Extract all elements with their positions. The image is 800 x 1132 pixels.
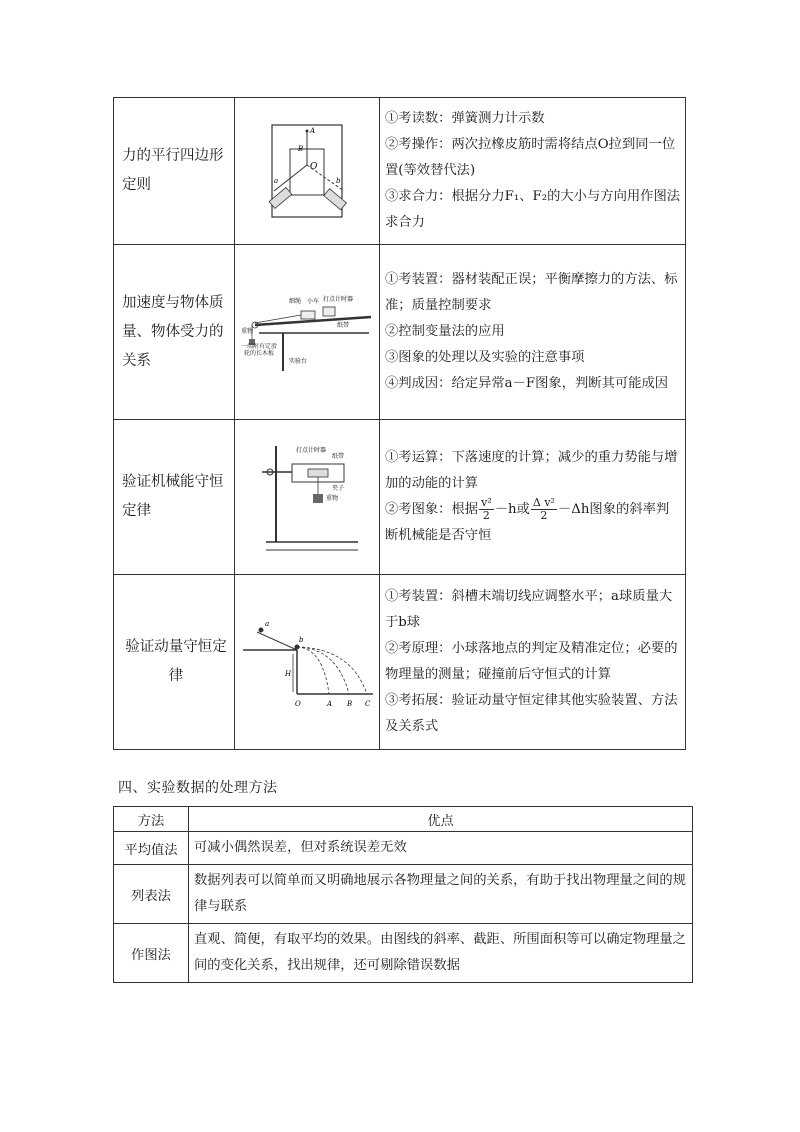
fraction-numerator: v²	[481, 496, 492, 509]
table-row	[114, 98, 686, 245]
force-parallelogram-figure	[252, 121, 362, 221]
key-point: ③求合力：根据分力F₁、F₂的大小与方向用作图法求合力	[385, 189, 681, 230]
key-point: ③考拓展：验证动量守恒定律其他实验装置、方法及关系式	[385, 693, 678, 734]
method-name: 列表法	[114, 865, 189, 924]
figure-cell	[235, 245, 380, 420]
key-point: ①考装置：斜槽末端切线应调整水平；a球质量大于b球	[385, 589, 673, 630]
key-point: ①考运算：下落速度的计算；减少的重力势能与增加的动能的计算	[385, 450, 678, 491]
fraction-numerator: Δ v²	[532, 496, 555, 509]
experiment-name: 力的平行四边形定则	[114, 98, 235, 245]
key-point	[385, 497, 681, 549]
table-row	[114, 865, 693, 924]
figure-label: 重物	[241, 328, 254, 335]
method-desc: 可减小偶然误差，但对系统误差无效	[189, 832, 693, 865]
key-point: ①考装置：器材装配正误；平衡摩擦力的方法、标准；质量控制要求	[385, 272, 678, 313]
figure-label: b	[336, 177, 341, 185]
method-desc: 直观、简便，有取平均的效果。由图线的斜率、截距、所围面积等可以确定物理量之间的变化关系，找出规律，还可剔除错误数据	[189, 924, 693, 983]
key-points	[380, 575, 686, 750]
column-header: 方法	[114, 807, 189, 832]
experiment-name: 验证动量守恒定律	[114, 575, 235, 750]
method-name: 平均值法	[114, 832, 189, 865]
figure-label: C	[365, 700, 371, 708]
figure-label: 纸带	[337, 322, 350, 329]
method-desc: 数据列表可以简单而又明确地展示各物理量之间的关系，有助于找出物理量之间的规律与联系	[189, 865, 693, 924]
key-point: ②考操作：两次拉橡皮筋时需将结点O拉到同一位置(等效替代法)	[385, 137, 676, 178]
method-name: 作图法	[114, 924, 189, 983]
key-point: ③图象的处理以及实验的注意事项	[385, 350, 585, 365]
figure-label: O	[310, 162, 318, 172]
key-point: ②考原理：小球落地点的判定及精准定位；必要的物理量的测量；碰撞前后守恒式的计算	[385, 641, 678, 682]
key-point-text: －Δh图象的斜率判断机械能是否守恒	[385, 502, 670, 543]
figure-label: H	[285, 670, 292, 678]
figure-cell	[235, 98, 380, 245]
methods-table	[113, 806, 693, 983]
figure-label: B	[347, 700, 353, 708]
key-point: ④判成因：给定异常a－F图象，判断其可能成因	[385, 376, 669, 391]
table-header-row	[114, 807, 693, 832]
table-row	[114, 420, 686, 575]
experiment-name: 验证机械能守恒定律	[114, 420, 235, 575]
figure-label: A	[327, 700, 333, 708]
fraction-denominator: 2	[482, 509, 490, 522]
table-row	[114, 575, 686, 750]
figure-label: a	[265, 620, 270, 628]
fraction-denominator: 2	[540, 509, 548, 522]
fraction	[479, 497, 494, 522]
experiment-name: 加速度与物体质量、物体受力的关系	[114, 245, 235, 420]
section-title: 四、实验数据的处理方法	[118, 780, 278, 796]
figure-label: 打点计时器	[296, 447, 327, 454]
figure-label: 小车	[307, 298, 320, 305]
table-row	[114, 924, 693, 983]
column-header: 优点	[189, 807, 693, 832]
figure-label: 一端附有定滑轮的长木板	[240, 343, 277, 357]
figure-cell	[235, 575, 380, 750]
figure-label: 纸带	[332, 453, 345, 460]
energy-conservation-figure	[252, 432, 362, 562]
table-row	[114, 245, 686, 420]
key-point-text: －h或	[494, 502, 530, 517]
figure-label: 实验台	[289, 358, 308, 365]
acceleration-apparatus-figure	[239, 287, 375, 377]
key-points	[380, 98, 686, 245]
figure-label: O	[295, 700, 301, 708]
table-row	[114, 832, 693, 865]
key-points	[380, 420, 686, 575]
figure-label: 重物	[326, 495, 339, 502]
figure-label: B	[298, 145, 304, 153]
fraction	[531, 497, 557, 522]
key-point: ②控制变量法的应用	[385, 324, 505, 339]
figure-cell	[235, 420, 380, 575]
figure-label: A	[310, 127, 316, 135]
key-point: ①考读数：弹簧测力计示数	[385, 111, 545, 126]
figure-label: 夹子	[332, 485, 345, 492]
key-points	[380, 245, 686, 420]
figure-label: 打点计时器	[323, 296, 354, 303]
figure-label: b	[299, 636, 304, 644]
key-point-text: ②考图象：根据	[385, 502, 479, 517]
experiments-table	[113, 97, 686, 750]
figure-label: 细绳	[289, 298, 302, 305]
momentum-conservation-figure	[237, 612, 377, 712]
figure-label: a	[274, 177, 279, 185]
